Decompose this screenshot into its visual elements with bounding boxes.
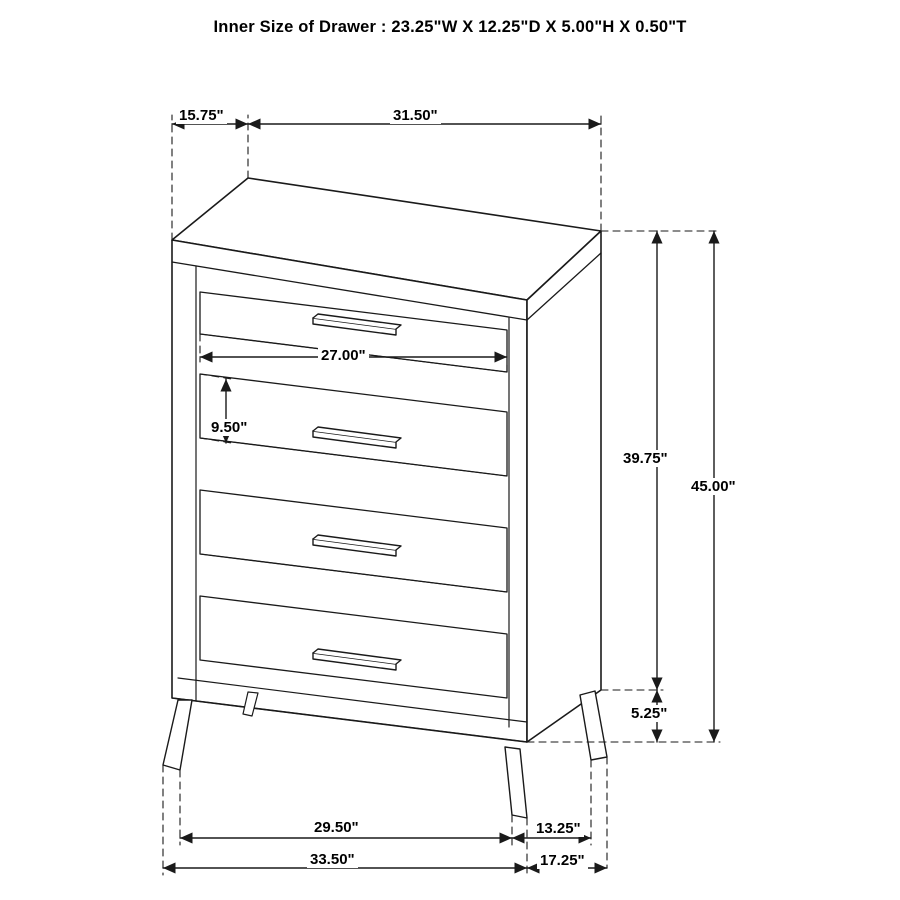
dimension-label-case-height: 39.75" [620,450,671,467]
dimension-label-drawer-height: 9.50" [208,419,250,436]
page-title: Inner Size of Drawer : 23.25"W X 12.25"D X 5.00"H X 0.50"T [213,18,687,36]
dimension-label-overall-width: 33.50" [307,851,358,868]
dimension-label-base-depth: 13.25" [533,820,584,837]
dimension-label-drawer-front-width: 27.00" [318,347,369,364]
dimension-label-overall-height: 45.00" [688,478,739,495]
dimension-label-overall-depth: 17.25" [537,852,588,869]
dimension-label-depth-top: 15.75" [176,107,227,124]
dimension-label-width-top: 31.50" [390,107,441,124]
dimension-label-leg-height: 5.25" [628,705,670,722]
dimension-label-base-width: 29.50" [311,819,362,836]
